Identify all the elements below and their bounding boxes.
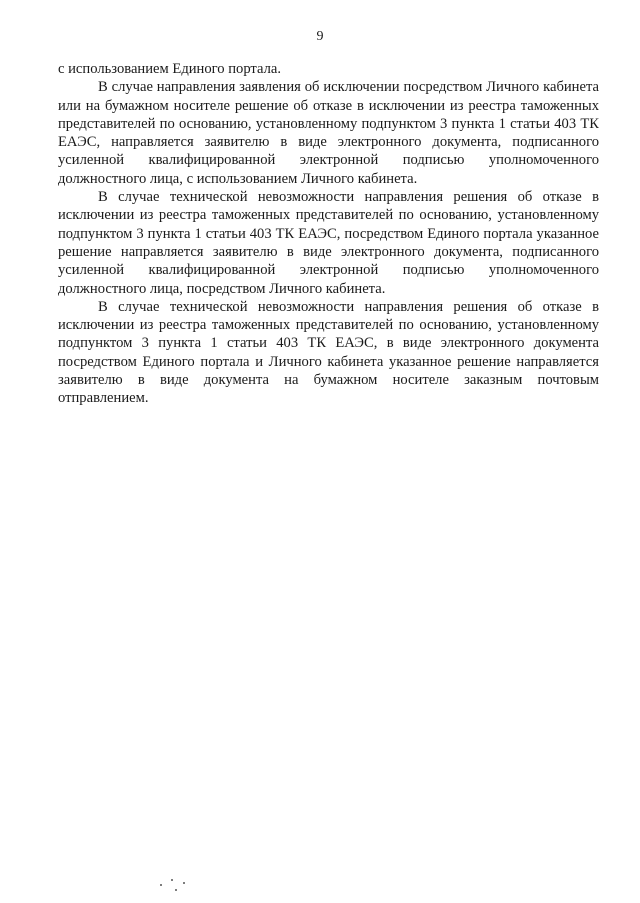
paragraph: В случае технической невозможности направления решения об отказе в исключении из реестра таможенных представителей по основанию, установленному подпунктом 3 пункта 1 статьи 403 ТК ЕАЭС, в виде электронного документа посредством Единого портала и Личного кабинета указанное решение направляется заявителю в виде документа на бумажном носителе заказным почтовым отправлением. — [58, 298, 599, 407]
paragraph: В случае направления заявления об исключении посредством Личного кабинета или на бумажном носителе решение об отказе в исключении из реестра таможенных представителей по основанию, установленному подпунктом 3 пункта 1 статьи 403 ТК ЕАЭС, направляется заявителю в виде электронного документа, подписанного усиленной квалифицированной электронной подписью уполномоченного должностного лица, с использованием Личного кабинета. — [58, 79, 599, 187]
scan-speck — [160, 884, 162, 886]
paragraph-continuation: с использованием Единого портала. — [58, 61, 282, 77]
scan-speck — [183, 882, 185, 884]
document-body — [58, 60, 599, 408]
paragraph: В случае технической невозможности направления решения об отказе в исключении из реестра таможенных представителей по основанию, установленному подпунктом 3 пункта 1 статьи 403 ТК ЕАЭС, посредством Единого портала указанное решение направляется заявителю в виде электронного документа, подписанного усиленной квалифицированной электронной подписью уполномоченного должностного лица, посредством Личного кабинета. — [58, 189, 599, 297]
scan-speck — [171, 879, 173, 881]
page-number: 9 — [316, 29, 324, 44]
scan-speck — [175, 889, 177, 891]
